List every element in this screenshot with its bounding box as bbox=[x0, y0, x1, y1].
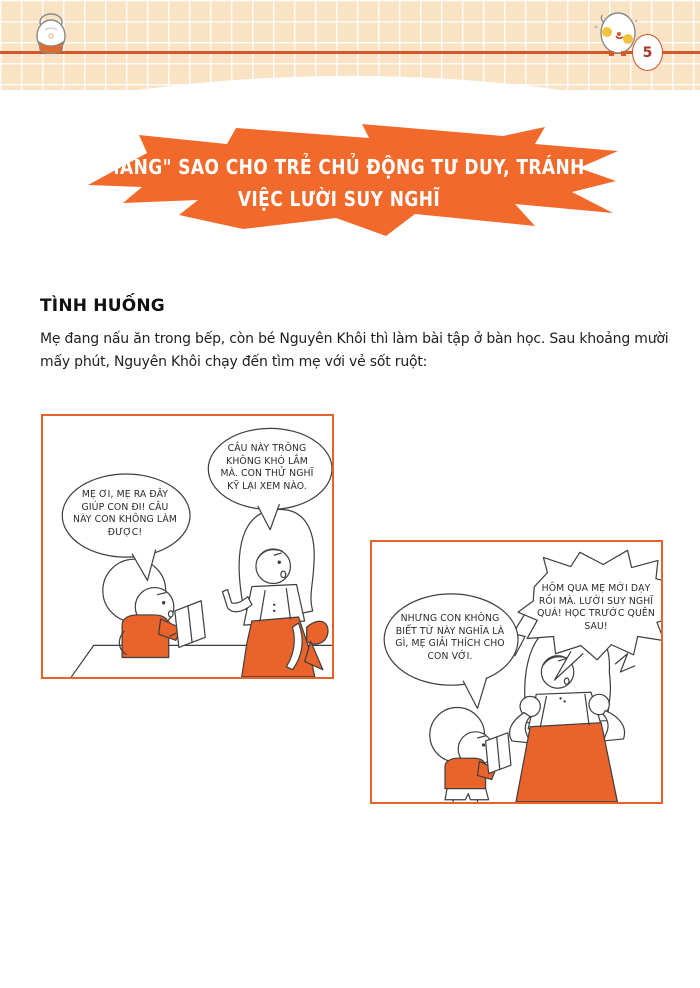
egg-chick-in-pot-icon bbox=[33, 12, 69, 58]
panel2-boy-speech-bubble: NHƯNG CON KHÔNG BIẾT TỪ NÀY NGHĨA LÀ GÌ, MẸ GIẢI THÍCH CHO CON VỚI. bbox=[395, 613, 505, 662]
situation-paragraph: Mẹ đang nấu ăn trong bếp, còn bé Nguyên Khôi thì làm bài tập ở bàn học. Sau khoảng mười mấy phút, Nguyên Khôi chạy đến tìm mẹ với vẻ sốt ruột: bbox=[40, 331, 669, 370]
panel1-boy-speech-bubble: MẸ ƠI, MẸ RA ĐÂY GIÚP CON ĐI! CÂU NÀY CON KHÔNG LÀM ĐƯỢC! bbox=[73, 489, 177, 538]
header-bottom-curve bbox=[0, 76, 700, 90]
title-banner bbox=[85, 123, 620, 238]
comic-panel-1 bbox=[41, 414, 334, 679]
banner-title-line2: VIỆC LƯỜI SUY NGHĨ bbox=[237, 187, 441, 211]
page-number-badge bbox=[632, 34, 663, 71]
comic-panel-2 bbox=[370, 540, 663, 804]
page-number: 5 bbox=[642, 44, 653, 61]
situation-heading: TÌNH HUỐNG bbox=[40, 296, 165, 316]
panel2-mom-speech-bubble: HÔM QUA MẸ MỚI DẠY RỒI MÀ. LƯỜI SUY NGHĨ QUÁ! HỌC TRƯỚC QUÊN SAU! bbox=[537, 583, 655, 632]
header-band bbox=[0, 0, 700, 90]
banner-title-line1: "MẮNG" SAO CHO TRẺ CHỦ ĐỘNG TƯ DUY, TRÁNH bbox=[93, 155, 585, 179]
panel2-scene-drawing bbox=[372, 542, 661, 802]
panel1-mom-speech-bubble: CÂU NÀY TRÔNG KHÔNG KHÓ LẮM MÀ. CON THỬ NGHĨ KỸ LẠI XEM NÀO. bbox=[220, 443, 314, 492]
banner-title bbox=[85, 135, 593, 231]
